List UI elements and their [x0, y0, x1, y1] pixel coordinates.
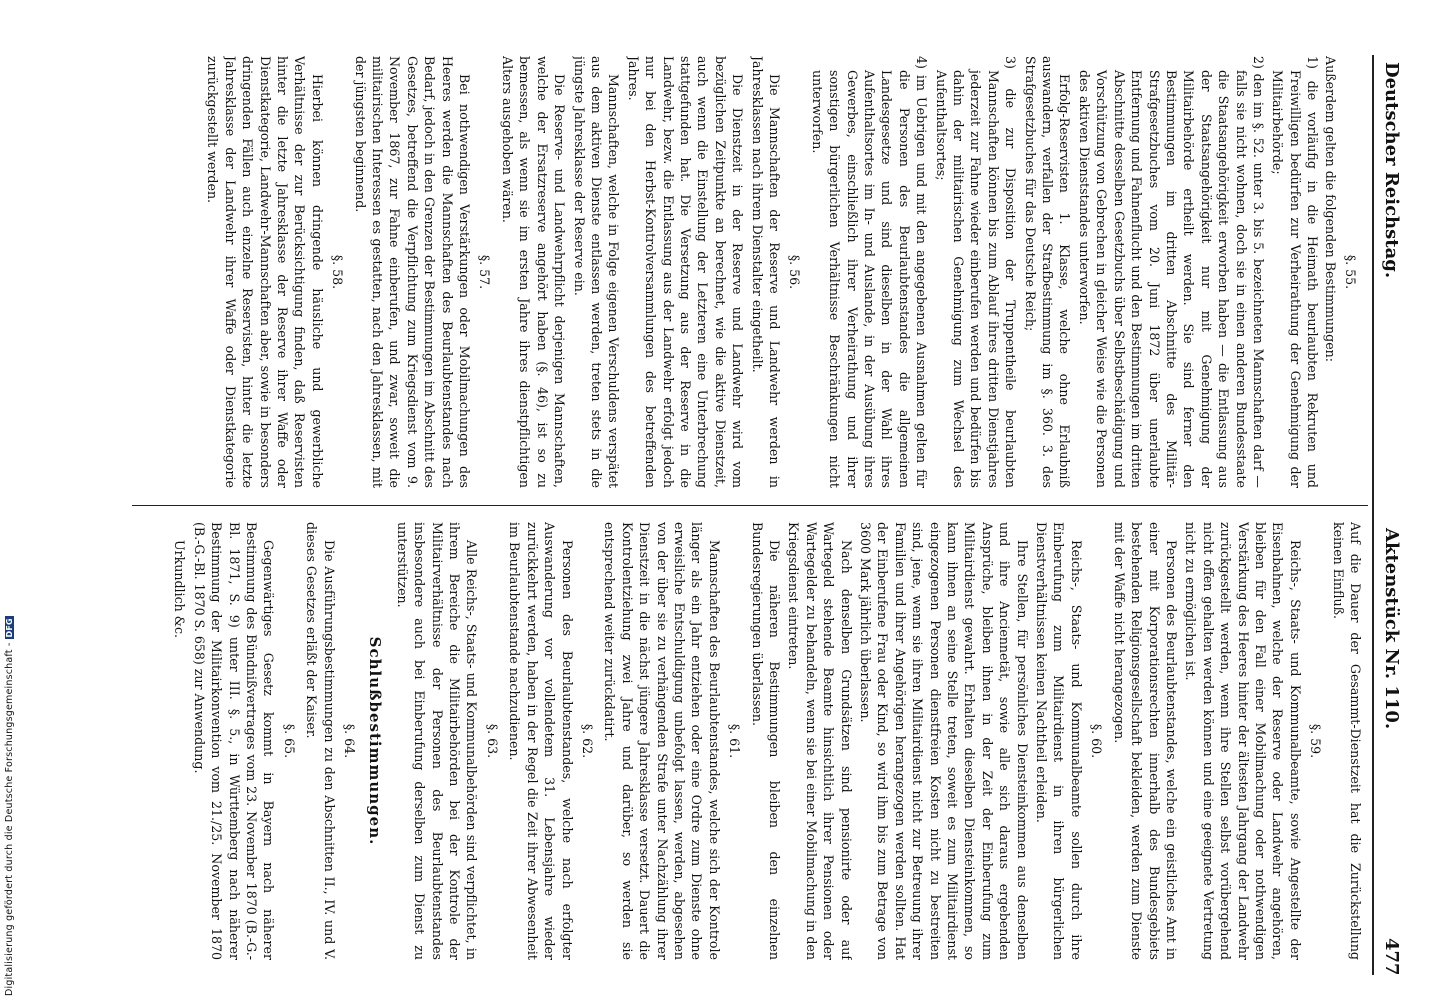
paragraph: Die Ausführungsbestimmungen zu den Abschnitten II., IV. und V. dieses Gesetzes erläßt der Kaiser. [304, 522, 337, 960]
paragraph: Reichs-, Staats- und Kommunalbeamte sollen durch ihre Einberufung zum Militairdienst in ihren bürgerlichen Dienstverhältnissen keinen Nachtheil erleiden. [1034, 522, 1084, 960]
section-heading: §. 59. [1308, 723, 1324, 759]
header-rule [1372, 55, 1374, 975]
numbered-item: 4) im Uebrigen und mit den angegebenen Ausnahmen gelten für die Personen des Beurlaubtenstandes die allgemeinen Landesgesetze und sind dieselben in der Wahl ihres Aufenthaltsortes im In- und Auslande, in der Ausübung ihres Gewerbes, einschließlich ihrer Verheirathung und ihrer sonstigen bürgerlichen Verhältnisse Beschränkungen nicht unterworfen. [809, 56, 930, 488]
right-column [134, 522, 1364, 960]
credit-text: Digitalisierung gefördert durch die Deutsche Forschungsgemeinschaft - [4, 642, 15, 996]
running-header-center: Aktenstück Nr. 110. [1381, 528, 1402, 730]
paragraph: Personen des Beurlaubtenstandes, welche nach erfolgter Auswanderung vor vollendetem 31. Lebensjahre wieder zurückkehrt werden, haben in der Regel die Zeit ihrer Abwesenheit im Beurlaubtenstande nachzudienen. [507, 522, 575, 960]
section-heading: §. 64. [342, 723, 358, 759]
paragraph: Ihre Stellen, für persönliches Diensteinkommen aus denselben und ihre Anciennetät, sowie alle sich daraus ergebenden Ansprüche, bleiben ihnen in der Zeit der Einberufung zum Militairdienst gewahrt. Erhalten dieselben Diensteinkommen, so kann ihnen an seine Stelle treten, soweit es zum Militairdienst eingezogenen Personen dienstfreien Kosten nicht zu bestreiten sind, jene, wenn sie ihren Militairdienst nicht zur Betreuung ihrer Familien und ihrer Angehörigen herangezogen werden sollten. Hat der Einberufene Frau oder Kind, so wird ihm bis zum Betrage von 3600 Mark jährlich überlassen. [858, 522, 1030, 960]
numbered-item: 1) die vorläufig in die Heimath beurlaubten Rekruten und Freiwilligen bedürfen zur Verheirathung der Genehmigung der Militairbehörde; [1270, 56, 1321, 488]
part-heading: Schlußbestimmungen. [366, 636, 385, 846]
paragraph: Mannschaften, welche in Folge eigenen Verschuldens verspätet aus dem aktiven Dienste entlassen werden, treten stets in die jüngste Jahresklasse der Reserve ein. [571, 56, 622, 488]
numbered-item: 3) die zur Disposition der Truppentheile beurlaubten Mannschaften können bis zum Ablauf ihres dritten Dienstjahres jederzeit zur Fahne wieder einberufen werden und bedürfen bis dahin der militairischen Genehmigung zum Wechsel des Aufenthaltsortes; [933, 56, 1019, 488]
paragraph: Außerdem gelten die folgenden Bestimmungen: [1322, 56, 1338, 363]
section-heading: §. 62. [579, 723, 595, 759]
section-heading: §. 58. [330, 254, 346, 290]
column-divider [132, 505, 1368, 506]
section-heading: §. 61. [727, 723, 743, 759]
digitization-credit [4, 616, 15, 996]
paragraph: Hierbei können dringende häusliche und gewerbliche Verhältnisse der zur Berücksichtigung finden, daß Reservisten hinter die letzte Jahresklasse der Reserve ihrer Waffe oder Dienstkategorie, Landwehr-Mannschaften aber, sowie in besonders dringenden Fällen auch einzelne Reservisten, hinter die letzte Jahresklasse der Landwehr ihrer Waffe oder Dienstkategorie zurückgestellt werden. [205, 56, 325, 488]
paragraph: Nach denselben Grundsätzen sind pensionirte oder auf Wartegeld stehende Beamte hinsichtlich ihrer Pensionen oder Wartegelder zu behandeln, wenn sie bei einer Mobilmachung in den Kriegsdienst eintreten. [786, 522, 854, 960]
paragraph: Personen des Beurlaubtenstandes, welche ein geistliches Amt in einer mit Korporationsrechten innerhalb des Bundesgebiets bestehenden Religionsgesellschaft bekleiden, werden zum Dienste mit der Waffe nicht herangezogen. [1111, 522, 1179, 960]
running-header-left: Deutscher Reichstag. [1381, 62, 1402, 279]
paragraph: Auf die Dauer der Gesammt-Dienstzeit hat die Zurückstellung keinen Einfluß. [1330, 522, 1363, 960]
left-column [134, 56, 1364, 488]
paragraph: Die Dienstzeit in der Reserve und Landwehr wird vom bezüglichen Zeitpunkte an berechnet, wie die aktive Dienstzeit, auch wenn die Einstellung der Letzteren eine Unterbrechung stattgefunden hat. Die Versetzung aus der Reserve in die Landwehr, bezw. die Entlassung aus der Landwehr erfolgt jedoch nur bei den Herbst-Kontrolversammlungen des betreffenden Jahres. [625, 56, 746, 488]
paragraph: Alle Reichs-, Staats- und Kommunalbehörden sind verpflichtet, in ihrem Bereiche die Militairbehörden bei der Kontrole der Militairverhältnisse der Personen des Beurlaubtenstandes insbesondere auch bei Einberufung derselben zum Dienst zu unterstützen. [394, 522, 480, 960]
section-heading: §. 65. [281, 723, 297, 759]
section-heading: §. 56. [787, 254, 803, 290]
section-heading: §. 57. [477, 254, 493, 290]
page-number: 477 [1381, 938, 1402, 976]
paragraph: Bei nothwendigen Verstärkungen oder Mobilmachungen des Heeres werden die Mannschaften des Beurlaubtenstandes nach Bedarf, jedoch in den Grenzen der Bestimmungen im Abschnitt des Gesetzes, betreffend die Verpflichtung zum Kriegsdienst vom 9. November 1867, zur Fahne einberufen, und zwar, soweit die militairischen Interessen es gestatten, nach den Jahresklassen, mit der jüngsten beginnend. [352, 56, 473, 488]
numbered-item: 2) den im §. 52. unter 3. bis 5. bezeichneten Mannschaften darf — falls sie nicht wohnen, doch sie in einen anderen Bundesstaate die Staatsangehörigkeit erworben haben — die Entlassung aus der Staatsangehörigkeit nur mit Genehmigung der Militairbehörde ertheilt werden. Sie sind ferner den Bestimmungen im dritten Abschnitte des Militär-Strafgesetzbuches vom 20. Juni 1872 über unerlaubte Entfernung und Fahnenflucht und den Bestimmungen im dritten Abschnitte desselben Gesetzbuchs über Selbstbeschädigung und Vorschützung von Gebrechen in gleicher Weise wie die Personen des aktiven Dienststandes unterworfen. [1076, 56, 1266, 488]
paragraph: Die Reserve- und Landwehrpflicht derjenigen Mannschaften, welche der Ersatzreserve angehört haben (§. 46), ist so zu bemessen, als wenn sie im ersten Jahre ihres dienstpflichtigen Alters ausgehoben wären. [499, 56, 568, 488]
section-heading: §. 55. [1343, 254, 1358, 290]
paragraph: Erfolg-Reservisten 1. Klasse, welche ohne Erlaubniß auswandern, verfallen der Strafbestimmung im §. 360. 3. des Strafgesetzbuches für das Deutsche Reich; [1022, 56, 1073, 488]
paragraph: Mannschaften des Beurlaubtenstandes, welche sich der Kontrole länger als ein Jahr entziehen oder eine Ordre zum Dienste ohne erweisliche Entschuldigung unbefolgt lassen, werden, abgesehen von der über sie zu verhängenden Strafe unter Nachzählung ihrer Dienstzeit in die nächst jüngere Jahresklasse versetzt. Dauert die Kontrolentziehung zwei Jahre und darüber, so werden sie entsprechend weiter zurückdatirt. [602, 522, 722, 960]
paragraph: Die näheren Bestimmungen bleiben den einzelnen Bundesregierungen überlassen. [749, 522, 782, 960]
paragraph: Urkundlich &c. [172, 540, 188, 639]
paragraph: Die Mannschaften der Reserve und Landwehr werden in Jahresklassen nach ihrem Dienstalter eingetheilt. [749, 56, 782, 488]
paragraph: Reichs-, Staats- und Kommunalbeamte, sowie Angestellte der Eisenbahnen, welche der Reserve oder Landwehr angehören, bleiben für den Fall einer Mobilmachung oder nothwendigen Verstärkung des Heeres hinter der ältesten Jahrgang der Landwehr zurückgestellt werden, wenn ihre Stellen selbst vorübergehend nicht offen gehalten werden können und eine geeignete Vertretung nicht zu ermöglichen ist. [1183, 522, 1303, 960]
dfg-logo: DFG [5, 618, 14, 638]
paragraph: Gegenwärtiges Gesetz kommt in Bayern nach näherer Bestimmung des Bündnißvertrages vom 23. November 1870 (B.-G.-Bl. 1871, S. 9) unter III. §. 5., in Württemberg nach näherer Bestimmung der Militairkonvention vom 21./25. November 1870 (B.-G.-Bl. 1870 S. 658) zur Anwendung. [191, 522, 277, 960]
section-heading: §. 60. [1089, 723, 1105, 759]
section-heading: §. 63. [484, 723, 500, 759]
